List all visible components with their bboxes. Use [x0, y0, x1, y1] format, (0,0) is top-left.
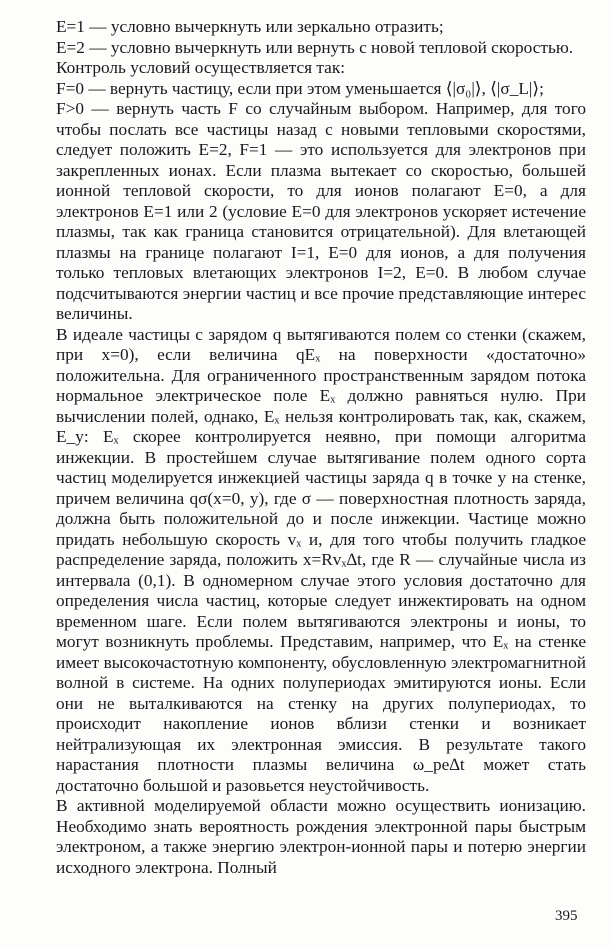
- paragraph-f-positive: F>0 — вернуть часть F со случайным выбором. Например, для того чтобы послать все частицы назад с новыми тепловыми скоростями, следует положить E=2, F=1 — это используется для электронов при закрепленных ионах. Если плазма вытекает со скоростью, большей ионной тепловой скорости, то для ионов полагают E=0, а для электронов E=1 или 2 (условие E=0 для электронов ускоряет истечение плазмы, так как граница становится отрицательной). Для влетающей плазмы на границе полагают I=1, E=0 для ионов, а для получения только тепловых влетающих электронов I=2, E=0. В любом случае подсчитываются энергии частиц и все прочие представляющие интерес величины.: [56, 99, 586, 323]
- paragraph-f0: F=0 — вернуть частицу, если при этом уменьшается ⟨|σ₀|⟩, ⟨|σ_L|⟩;: [56, 78, 544, 98]
- page-text: [56, 17, 586, 878]
- paragraph-e2: E=2 — условно вычеркнуть или вернуть с новой тепловой скоростью.: [56, 37, 574, 57]
- page-number: 395: [555, 908, 578, 924]
- paragraph-field-extraction: В идеале частицы с зарядом q вытягиваются полем со стенки (скажем, при x=0), если величина qEₓ на поверхности «достаточно» положительна. Для ограниченного пространственным зарядом потока нормальное электрическое поле Eₓ должно равняться нулю. При вычислении полей, однако, Eₓ нельзя контролировать так, как, скажем, E_y: Eₓ скорее контролируется неявно, при помощи алгоритма инжекции. В простейшем случае вытягивание полем одного сорта частиц моделируется инжекцией частицы заряда q в точке y на стенке, причем величина qσ(x=0, y), где σ — поверхностная плотность заряда, должна быть положительной до и после инжекции. Частице можно придать небольшую скорость vₓ и, для того чтобы получить гладкое распределение заряда, положить x=Rvₓ∆t, где R — случайные числа из интервала (0,1). В одномерном случае этого условия достаточно для определения числа частиц, которые следует инжектировать на одном временном шаге. Если полем вытягиваются электроны и ионы, то могут возникнуть проблемы. Представим, например, что Eₓ на стенке имеет высокочастотную компоненту, обусловленную электромагнитной волной в системе. На одних полупериодах эмитируются ионы. Если они не выталкиваются на стенку на других полупериодах, то происходит накопление ионов вблизи стенки и возникает нейтрализующая их электронная эмиссия. В результате такого нарастания плотности плазмы величина ω_pe∆t может стать достаточно большой и разовьется неустойчивость.: [56, 324, 586, 795]
- paragraph-ionization: В активной моделируемой области можно осуществить ионизацию. Необходимо знать вероятность рождения электронной пары быстрым электроном, а также энергию электрон-ионной пары и потерю энергии исходного электрона. Полный: [56, 796, 586, 877]
- paragraph-e1: E=1 — условно вычеркнуть или зеркально отразить;: [56, 17, 444, 36]
- paragraph-control: Контроль условий осуществляется так:: [56, 58, 346, 77]
